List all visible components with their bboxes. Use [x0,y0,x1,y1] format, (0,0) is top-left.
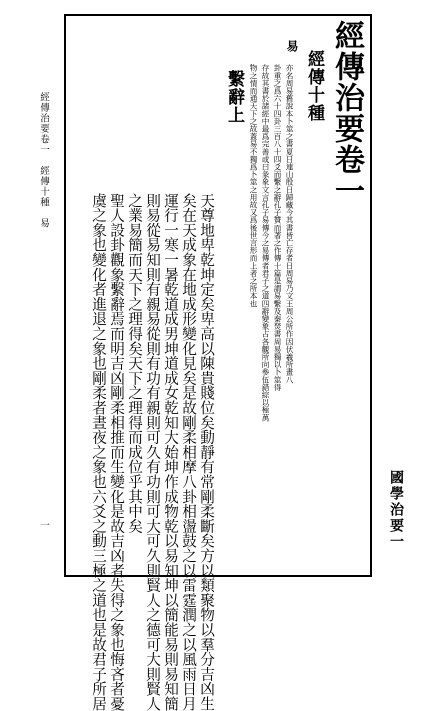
intro-line-3: 存故其書於諸經中最爲完善或曰彖象文言孔子易傳今之易傳者君子之道四辭變象占各觀所向參伍錯綜以極萬 [261,64,270,422]
body-line-4: 則易從易知則有親易從則有功有親則可久有功則可大可久則賢人之德可大則賢人 [144,193,161,711]
intro-line-1: 亦名周易舊說本卜筮之書夏日連山殷日歸藏今其書皆亡存者日周易乃文王周公所作因伏羲所畫八 [285,64,294,384]
folio-text: 經傳治要卷一 經傳十種 易 [38,92,49,229]
folio-number: 一 [38,520,49,531]
body-line-1: 天尊地卑乾坤定矣卑高以陳貴賤位矣動靜有常剛柔斷矣方以類聚物以羣分吉凶生 [198,193,215,711]
page-title: 經傳治要卷一 [329,20,364,206]
intro-line-4: 物之情而通天下之故蓋易不獨爲卜筮之用故又爲後世言形而上者之所本也 [249,64,258,308]
chapter-heading: 繫辭上 [224,70,244,124]
intro-line-2: 卦重之爲六十四卦三百八十四爻而繫之辭孔子贊而著之作傳十篇是謂易繫及秦焚書周易獨以卜筮得 [273,64,282,391]
body-line-5: 之業易簡而天下之理得矣天下之理得而成位乎其中矣 [126,193,143,534]
body-line-7: 虞之象也變化者進退之象也剛柔者晝夜之象也六爻之動三極之道也是故君子所居 [90,193,107,711]
body-line-2: 矣在天成象在地成形變化見矣是故剛柔相摩八卦相盪鼓之以雷霆潤之以風雨日月 [180,193,197,711]
body-line-6: 聖人設卦觀象繫辭焉而明吉凶剛柔相推而生變化是故吉凶者失得之象也悔吝者憂 [108,193,125,711]
body-line-3: 運行一寒一暑乾道成男坤道成女乾知大始坤作成物乾以易知坤以簡能易則易知簡 [162,193,179,711]
margin-title: 國學治要一 [388,470,404,550]
entry-heading: 易 [285,40,299,52]
section-heading: 經傳十種 [304,50,324,122]
